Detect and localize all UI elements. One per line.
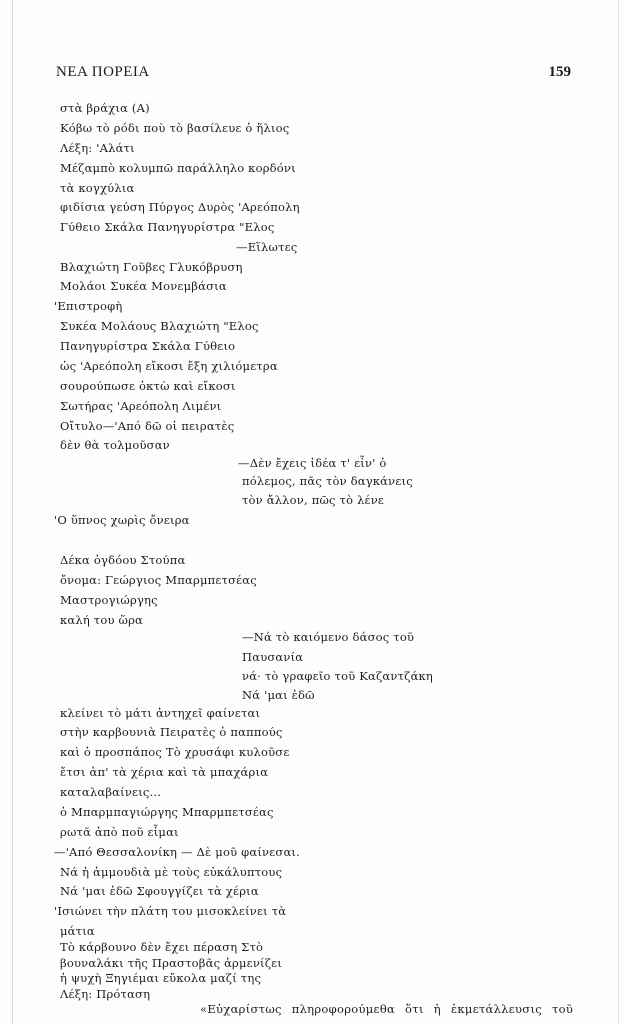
poem-line: Τὸ κάρβουνο δὲν ἔχει πέραση Στὸ <box>60 940 264 954</box>
dialogue-line: Παυσανία <box>242 650 304 664</box>
page-number: 159 <box>548 64 571 80</box>
poem-line: Νά ἡ ἀμμουδιὰ μὲ τοὺς εὐκάλυπτους <box>60 865 283 879</box>
poem-line: Πανηγυρίστρα Σκάλα Γύθειο <box>60 339 236 353</box>
dialogue-line: —Δὲν ἔχεις ἰδέα τ' εἶν' ὁ <box>238 456 387 470</box>
scan-edge-right <box>618 0 619 1024</box>
poem-line: Συκέα Μολάους Βλαχιώτη "Ελος <box>60 319 259 333</box>
poem-line: ὄνομα: Γεώργιος Μπαρμπετσέας <box>60 573 257 587</box>
poem-line: 'Ισιώνει τὴν πλάτη του μισοκλείνει τὰ <box>54 904 287 918</box>
poem-line: στὰ βράχια (Α) <box>60 101 150 115</box>
poem-line: Κόβω τὸ ρόδι ποὺ τὸ βασίλευε ὁ ἥλιος <box>60 121 290 135</box>
poem-line: Βλαχιώτη Γοῦβες Γλυκόβρυση <box>60 260 243 274</box>
poem-line: Μέζαμπὸ κολυμπῶ παράλληλο κορδόνι <box>60 161 296 175</box>
poem-line: Οἴτυλο—'Από δῶ οἱ πειρατὲς <box>60 419 235 433</box>
poem-line: στὴν καρβουνιὰ Πειρατὲς ὁ παππούς <box>60 725 283 739</box>
poem-line: —'Από Θεσσαλονίκη — Δὲ μοῦ φαίνεσαι. <box>54 845 300 859</box>
poem-line: μάτια <box>60 924 95 938</box>
dialogue-line: νά· τὸ γραφεῖο τοῦ Καζαντζάκη <box>242 669 434 683</box>
poem-line: ρωτᾶ ἀπὸ ποῦ εἶμαι <box>60 825 179 839</box>
poem-line: ἔτσι ἀπ' τὰ χέρια καὶ τὰ μπαχάρια <box>60 765 269 779</box>
poem-line: Σωτήρας 'Αρεόπολη Λιμένι <box>60 399 222 413</box>
dialogue-line: Νά 'μαι ἐδῶ <box>242 688 315 702</box>
poem-line: Λέξη: 'Αλάτι <box>60 141 135 155</box>
poem-line: κλείνει τὸ μάτι ἀντηχεῖ φαίνεται <box>60 706 261 720</box>
poem-line: Γύθειο Σκάλα Πανηγυρίστρα "Ελος <box>60 220 275 234</box>
poem-line: βουναλάκι τῆς Πραστοβᾶς ἀρμενίζει <box>60 956 283 970</box>
poem-line: Μολάοι Συκέα Μονεμβάσια <box>60 279 227 293</box>
running-head: ΝΕΑ ΠΟΡΕΙΑ <box>56 64 150 80</box>
dialogue-line: πόλεμος, πᾶς τὸν δαγκάνεις <box>242 474 413 488</box>
page-header <box>56 64 571 84</box>
poem-line: φιδίσια γεύση Πύργος Δυρὸς 'Αρεόπολη <box>60 200 300 214</box>
scan-edge-left <box>12 0 13 1024</box>
poem-line: Λέξη: Πρόταση <box>60 987 151 1001</box>
poem-line: ὡς 'Αρεόπολη εἴκοσι ἔξη χιλιόμετρα <box>60 359 278 373</box>
poem-line: σουρούπωσε ὀκτὼ καὶ εἴκοσι <box>60 379 236 393</box>
poem-line: 'Επιστροφὴ <box>54 299 123 313</box>
poem-line: Μαστρογιώργης <box>60 593 158 607</box>
poem-line: καταλαβαίνεις... <box>60 785 162 799</box>
poem-line: ὁ Μπαρμπαγιώργης Μπαρμπετσέας <box>60 805 274 819</box>
poem-line: —Εἵλωτες <box>236 240 298 254</box>
poem-line: ἡ ψυχὴ Ξηγιέμαι εὔκολα μαζί της <box>60 971 262 985</box>
poem-line: καὶ ὁ προσπάπος Τὸ χρυσάφι κυλοῦσε <box>60 745 290 759</box>
dialogue-line: τὸν ἄλλον, πῶς τὸ λένε <box>242 493 385 507</box>
poem-line: Δέκα ὀγδόου Στούπα <box>60 553 186 567</box>
poem-line: δὲν θὰ τολμοῦσαν <box>60 438 170 452</box>
closing-quotation-line: «Εὐχαρίστως πληροφορούμεθα ὅτι ἡ ἐκμετάλλευσις τοῦ <box>200 1002 574 1016</box>
dialogue-line: —Νά τὸ καιόμενο δάσος τοῦ <box>242 630 415 644</box>
poem-line: Νά 'μαι ἐδῶ Σφουγγίζει τὰ χέρια <box>60 884 259 898</box>
poem-line: 'Ο ὕπνος χωρὶς ὄνειρα <box>54 513 190 527</box>
poem-line: τὰ κογχύλια <box>60 181 135 195</box>
poem-line: καλή του ὥρα <box>60 613 144 627</box>
